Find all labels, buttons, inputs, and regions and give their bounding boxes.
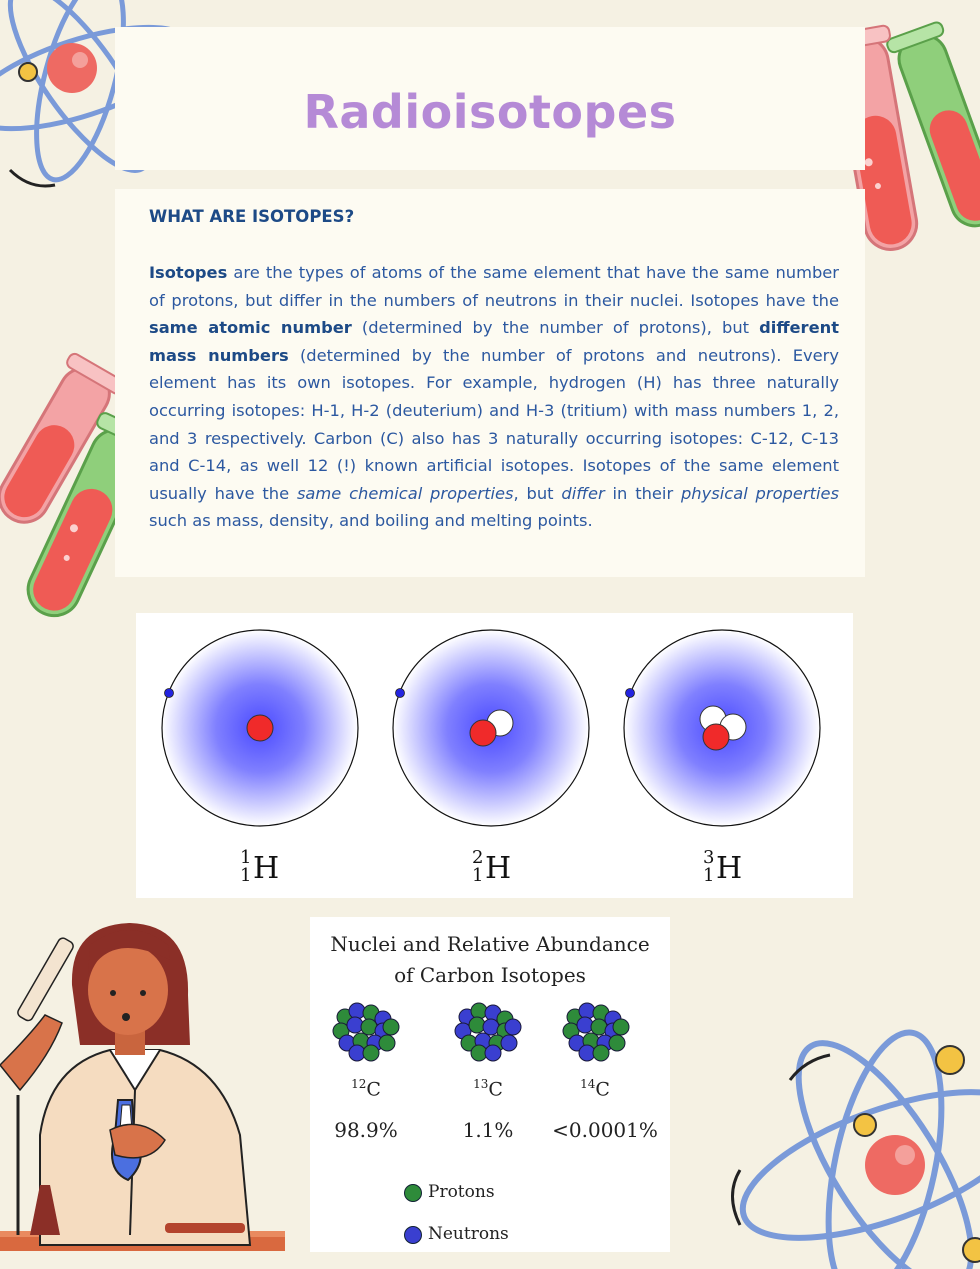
neutron [349,1003,365,1019]
body-paragraph [149,259,839,535]
proton [361,1019,377,1035]
carbon-12-label [321,1077,411,1100]
content-panel [115,189,865,577]
legend-label: Protons [428,1182,495,1202]
figure-title-line: of Carbon Isotopes [394,963,586,987]
paragraph-part: Isotopes [149,263,228,282]
legend-label: Neutrons [428,1224,509,1244]
paragraph-part: same chemical properties [296,483,514,503]
mass-number: 1 [240,847,252,868]
element-symbol: H [716,851,743,886]
proton [379,1035,395,1051]
title-panel [115,27,865,170]
hydrogen-2-atom [393,630,589,826]
hydrogen-1-atom [162,630,358,826]
paragraph-part: (determined by the number of protons), but [351,318,760,338]
proton [591,1019,607,1035]
legend-neutrons [428,1224,509,1244]
proton-dot-icon [404,1184,422,1202]
mass-number: 12 [351,1077,367,1091]
neutron [347,1017,363,1033]
carbon-14-label [550,1077,640,1100]
section-heading: WHAT ARE ISOTOPES? [149,207,355,226]
mass-number: 13 [473,1077,489,1091]
figure-title-line: Nuclei and Relative Abundance [330,932,650,956]
hydrogen-atoms-diagram [136,613,853,843]
element-symbol: C [366,1078,381,1101]
paragraph-part: , but [513,483,562,503]
paragraph-part: in their [604,483,681,503]
paragraph-part: different mass numbers [149,318,839,365]
page-title: Radioisotopes [303,85,677,139]
carbon-13-label [443,1077,533,1100]
figure-title [310,929,670,991]
neutron [485,1045,501,1061]
proton [613,1019,629,1035]
neutron [501,1035,517,1051]
element-symbol: C [488,1078,503,1101]
neutron [577,1017,593,1033]
proton [383,1019,399,1035]
proton [363,1045,379,1061]
neutron [505,1019,521,1035]
carbon-13-abundance: 1.1% [462,1118,514,1142]
paragraph-part: (determined by the number of protons and neutrons). Every element has its own isotopes. For example, hydrogen (H) has three naturally occurring isotopes: H-1, H-2 (deuterium) and H-3 (tritium) with mass numbers 1, 2, and 3 respectively. Carbon (C) also has 3 naturally occurring isotopes: C-12, C-13 and C-14, as well 12 (!) known artificial isotopes. Isotopes of the same element usually have the [149,345,839,503]
element-symbol: C [595,1078,610,1101]
hydrogen-isotopes-figure [136,613,853,898]
carbon-nucleus-12 [333,1003,399,1061]
carbon-nuclei-diagram [310,997,670,1067]
paragraph-part: are the types of atoms of the same element that have the same number of protons, but differ in the numbers of neutrons in their nuclei. Isotopes have the [149,263,839,310]
mass-number: 2 [472,847,484,868]
carbon-12-abundance: 98.9% [334,1118,398,1142]
carbon-14-abundance: <0.0001% [552,1118,658,1142]
paragraph-part: physical properties [680,483,839,503]
carbon-nucleus-13 [455,1003,521,1061]
proton [593,1045,609,1061]
proton [471,1003,487,1019]
atomic-number: 1 [703,865,715,886]
element-symbol: H [485,851,512,886]
paragraph-part: same atomic number [149,318,352,338]
proton [609,1035,625,1051]
element-symbol: H [253,851,280,886]
neutron [483,1019,499,1035]
neutron [579,1003,595,1019]
proton [469,1017,485,1033]
mass-number: 14 [580,1077,596,1091]
paragraph-part: such as mass, density, and boiling and melting points. [149,511,593,531]
carbon-nucleus-14 [563,1003,629,1061]
atom-icon [720,1020,980,1269]
legend-protons [428,1182,495,1202]
neutron-dot-icon [404,1226,422,1244]
carbon-isotopes-figure [310,917,670,1252]
scientist-illustration [0,915,290,1255]
hydrogen-3-atom [624,630,820,826]
mass-number: 3 [703,847,715,868]
paragraph-part: differ [561,483,605,503]
atomic-number: 1 [240,865,252,886]
atomic-number: 1 [472,865,484,886]
